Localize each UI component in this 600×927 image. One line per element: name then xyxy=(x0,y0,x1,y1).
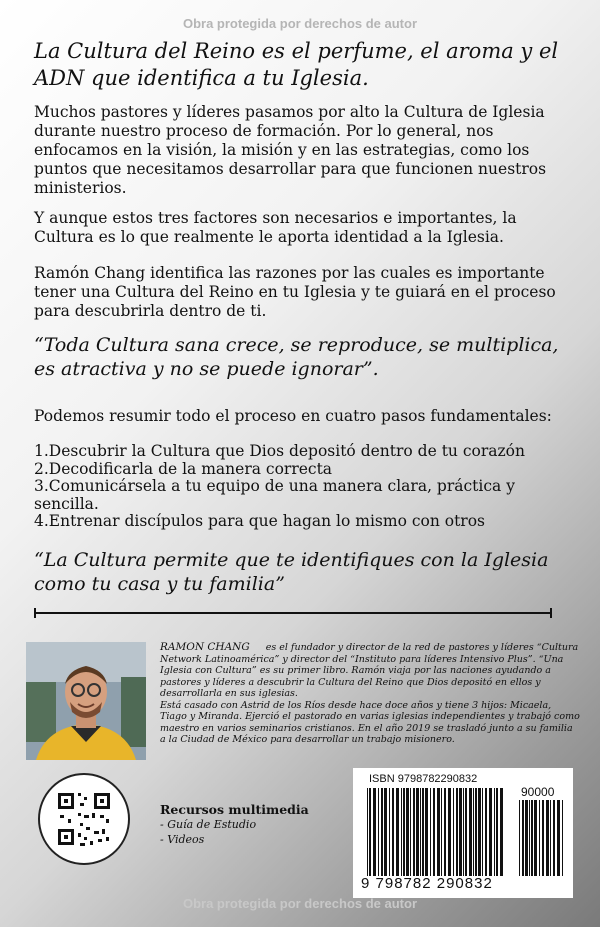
barcode-bar xyxy=(485,788,487,876)
barcode-bar xyxy=(553,800,555,876)
barcode-bar xyxy=(542,800,544,876)
barcode-bar xyxy=(478,788,481,876)
barcode-bar xyxy=(430,788,431,876)
barcode-bar xyxy=(433,788,435,876)
qr-code[interactable] xyxy=(38,773,130,865)
resource-item: - Videos xyxy=(160,833,205,846)
barcode-bar xyxy=(531,800,533,876)
barcode-bar xyxy=(413,788,415,876)
isbn-barcode xyxy=(353,768,573,898)
barcode-bar xyxy=(473,788,474,876)
barcode-bar xyxy=(378,788,379,876)
barcode-bar xyxy=(367,788,368,876)
author-bio-1: es el fundador y director de la red de pastores y líderes “Cultura Network Latinoamérica” y director del “Instituto para líderes Intensivo Plus”. “Una Iglesia con Cultura” es su primer libro. Ramón viaja por las naciones ayudando a pastores y líderes a descubrir la Cultura del Reino que Dios depositó en ellos y desarrollarla en sus iglesias. xyxy=(160,642,579,699)
barcode-bar xyxy=(519,800,520,876)
barcode-bar xyxy=(529,800,530,876)
barcode-bar xyxy=(550,800,551,876)
barcode-bar xyxy=(441,788,442,876)
barcode-bar xyxy=(456,788,458,876)
barcode-bar xyxy=(525,800,528,876)
barcode-bar xyxy=(384,788,387,876)
barcode-bar xyxy=(422,788,424,876)
isbn-digits: 9 798782 290832 xyxy=(361,875,493,892)
barcode-bar xyxy=(463,788,464,876)
barcode-bar xyxy=(469,788,472,876)
quote-2: “La Cultura permite que te identifiques con la Iglesia como tu casa y tu familia” xyxy=(34,549,549,595)
barcode-bar xyxy=(389,788,390,876)
step-item: 4.Entrenar discípulos para que hagan lo mismo con otros xyxy=(34,512,486,530)
barcode-bar xyxy=(453,788,454,876)
barcode-bar xyxy=(396,788,399,876)
barcode-bar xyxy=(557,800,560,876)
barcode-bar xyxy=(522,800,524,876)
barcode-bar xyxy=(392,788,394,876)
barcode-bar xyxy=(437,788,440,876)
barcode-bar xyxy=(401,788,402,876)
headline: La Cultura del Reino es el perfume, el aroma y el ADN que identifica a tu Iglesia. xyxy=(34,39,559,90)
barcode-bar xyxy=(425,788,428,876)
barcode-bar xyxy=(373,788,376,876)
barcode-bar xyxy=(489,788,492,876)
barcode-bar xyxy=(546,800,549,876)
steps-list xyxy=(34,443,574,531)
resource-item: - Guía de Estudio xyxy=(160,818,257,831)
step-item: 1.Descubrir la Cultura que Dios depositó dentro de tu corazón xyxy=(34,442,525,460)
barcode-bar xyxy=(500,788,503,876)
paragraph-2: Y aunque estos tres factores son necesarios e importantes, la Cultura es lo que realmente le aporta identidad a la Iglesia. xyxy=(34,209,517,246)
section-divider xyxy=(34,612,552,614)
barcode-bar xyxy=(444,788,446,876)
price-code: 90000 xyxy=(521,785,555,799)
watermark-top: Obra protegida por derechos de autor xyxy=(182,16,418,31)
resources-title: Recursos multimedia xyxy=(160,802,309,817)
paragraph-1: Muchos pastores y líderes pasamos por alto la Cultura de Iglesia durante nuestro proceso de formación. Por lo general, nos enfocamos en la visión, la misión y en las estrategias, como los puntos que necesitamos desarrollar para que funcionen nuestros ministerios. xyxy=(34,103,547,197)
barcode-bar xyxy=(381,788,383,876)
resources xyxy=(160,802,309,847)
barcode-bar xyxy=(482,788,483,876)
barcode-bar xyxy=(494,788,495,876)
price-barcode-bars xyxy=(519,800,565,876)
barcode-bar xyxy=(406,788,409,876)
author-name: RAMON CHANG xyxy=(160,641,250,653)
step-item: 2.Decodificarla de la manera correcta xyxy=(34,459,333,478)
barcode-bar xyxy=(562,800,563,876)
barcode-bar xyxy=(416,788,419,876)
barcode-bar xyxy=(459,788,462,876)
barcode-bars xyxy=(367,788,507,876)
author-photo xyxy=(26,642,146,760)
isbn-label: ISBN 9798782290832 xyxy=(369,773,478,785)
barcode-bar xyxy=(403,788,405,876)
barcode-bar xyxy=(534,800,537,876)
barcode-bar xyxy=(465,788,467,876)
barcode-bar xyxy=(496,788,498,876)
step-item: 3.Comunicársela a tu equipo de una manera clara, práctica y sencilla. xyxy=(34,477,515,513)
barcode-bar xyxy=(539,800,540,876)
barcode-bar xyxy=(448,788,451,876)
barcode-bar xyxy=(410,788,411,876)
author-bio xyxy=(160,642,580,746)
author-bio-2: Está casado con Astrid de los Ríos desde hace doce años y tiene 3 hijos: Micaela, Tiago y Miranda. Ejerció el pastorado en varias iglesias independientes y trabajó como maestro en varios seminarios cristianos. En el año 2019 se trasladó junto a su familia a la Ciudad de México para desarrollar un trabajo misionero. xyxy=(160,699,580,745)
watermark-bottom: Obra protegida por derechos de autor xyxy=(182,896,418,911)
barcode-bar xyxy=(420,788,421,876)
barcode-bar xyxy=(475,788,477,876)
quote-1: “Toda Cultura sana crece, se reproduce, se multiplica, es atractiva y no se puede ignorar”. xyxy=(34,334,559,380)
steps-intro: Podemos resumir todo el proceso en cuatro pasos fundamentales: xyxy=(34,407,552,425)
barcode-bar xyxy=(369,788,371,876)
paragraph-3: Ramón Chang identifica las razones por las cuales es importante tener una Cultura del Reino en tu Iglesia y te guiará en el proceso para descubrirla dentro de ti. xyxy=(34,264,556,320)
